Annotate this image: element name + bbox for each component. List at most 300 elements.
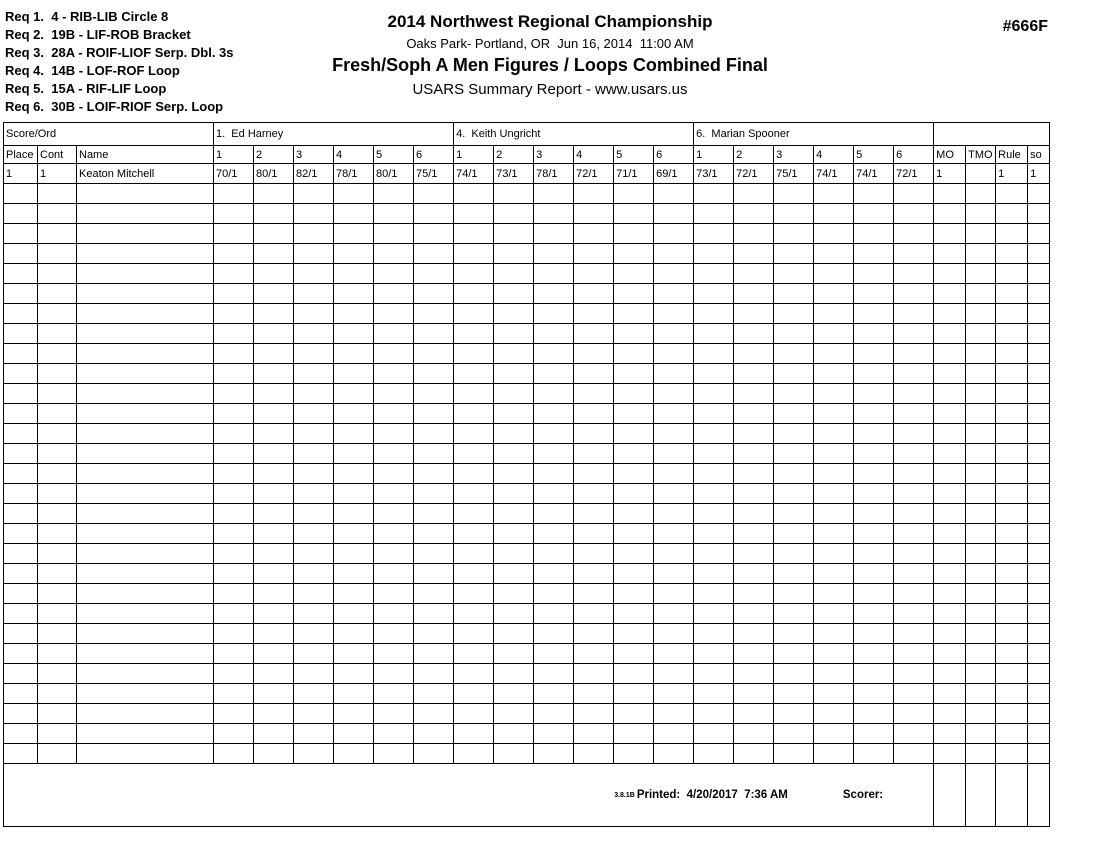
empty-score-cell bbox=[694, 684, 734, 704]
empty-score-cell bbox=[734, 524, 774, 544]
empty-score-cell bbox=[414, 724, 454, 744]
empty-mo-cell bbox=[934, 624, 966, 644]
empty-score-cell bbox=[374, 704, 414, 724]
empty-score-cell bbox=[854, 724, 894, 744]
empty-score-cell bbox=[774, 204, 814, 224]
empty-score-cell bbox=[654, 264, 694, 284]
empty-score-cell bbox=[534, 624, 574, 644]
empty-cell bbox=[38, 484, 77, 504]
empty-score-cell bbox=[694, 204, 734, 224]
empty-score-cell bbox=[894, 224, 934, 244]
empty-score-cell bbox=[454, 464, 494, 484]
col-header-score: 4 bbox=[814, 146, 854, 164]
empty-score-cell bbox=[374, 624, 414, 644]
col-header-tmo: TMO bbox=[966, 146, 996, 164]
empty-cell bbox=[966, 624, 996, 644]
empty-score-cell bbox=[614, 424, 654, 444]
empty-cell bbox=[38, 444, 77, 464]
empty-score-cell bbox=[254, 664, 294, 684]
empty-score-cell bbox=[414, 664, 454, 684]
empty-score-cell bbox=[374, 344, 414, 364]
empty-score-cell bbox=[774, 344, 814, 364]
empty-score-cell bbox=[414, 444, 454, 464]
empty-score-cell bbox=[294, 344, 334, 364]
col-header-score: 2 bbox=[254, 146, 294, 164]
empty-score-cell bbox=[814, 184, 854, 204]
empty-score-cell bbox=[734, 304, 774, 324]
empty-cell bbox=[1028, 544, 1050, 564]
empty-cell bbox=[966, 664, 996, 684]
empty-score-cell bbox=[574, 484, 614, 504]
empty-score-cell bbox=[414, 604, 454, 624]
empty-score-cell bbox=[814, 264, 854, 284]
empty-score-cell bbox=[214, 724, 254, 744]
judge-header-row bbox=[4, 123, 1050, 146]
empty-score-cell bbox=[334, 724, 374, 744]
empty-score-cell bbox=[334, 644, 374, 664]
empty-score-cell bbox=[854, 444, 894, 464]
empty-score-cell bbox=[654, 404, 694, 424]
empty-score-cell bbox=[814, 304, 854, 324]
empty-score-cell bbox=[374, 304, 414, 324]
empty-score-cell bbox=[774, 464, 814, 484]
empty-score-cell bbox=[334, 184, 374, 204]
empty-cell bbox=[996, 504, 1028, 524]
empty-score-cell bbox=[814, 744, 854, 764]
empty-score-cell bbox=[894, 584, 934, 604]
empty-cell bbox=[38, 524, 77, 544]
empty-mo-cell bbox=[934, 744, 966, 764]
empty-score-cell bbox=[254, 684, 294, 704]
empty-score-cell bbox=[374, 464, 414, 484]
empty-row bbox=[4, 344, 1050, 364]
empty-score-cell bbox=[254, 644, 294, 664]
empty-score-cell bbox=[374, 684, 414, 704]
empty-mo-cell bbox=[934, 404, 966, 424]
empty-mo-cell bbox=[934, 604, 966, 624]
print-footer-cell bbox=[4, 764, 934, 827]
score-cell: 78/1 bbox=[534, 164, 574, 184]
empty-mo-cell bbox=[934, 584, 966, 604]
empty-cell bbox=[38, 704, 77, 724]
empty-cell bbox=[77, 204, 214, 224]
empty-score-cell bbox=[654, 344, 694, 364]
empty-score-cell bbox=[214, 224, 254, 244]
empty-score-cell bbox=[694, 664, 734, 684]
empty-score-cell bbox=[654, 424, 694, 444]
empty-score-cell bbox=[574, 284, 614, 304]
empty-score-cell bbox=[414, 344, 454, 364]
empty-score-cell bbox=[774, 664, 814, 684]
empty-score-cell bbox=[774, 604, 814, 624]
empty-score-cell bbox=[614, 704, 654, 724]
empty-score-cell bbox=[334, 604, 374, 624]
empty-score-cell bbox=[334, 544, 374, 564]
empty-score-cell bbox=[494, 364, 534, 384]
col-header-score: 5 bbox=[854, 146, 894, 164]
empty-score-cell bbox=[854, 364, 894, 384]
empty-row bbox=[4, 624, 1050, 644]
empty-row bbox=[4, 704, 1050, 724]
empty-score-cell bbox=[494, 344, 534, 364]
empty-score-cell bbox=[814, 564, 854, 584]
empty-score-cell bbox=[494, 384, 534, 404]
empty-score-cell bbox=[654, 664, 694, 684]
empty-score-cell bbox=[254, 744, 294, 764]
empty-score-cell bbox=[574, 244, 614, 264]
empty-score-cell bbox=[894, 444, 934, 464]
empty-score-cell bbox=[854, 224, 894, 244]
empty-score-cell bbox=[774, 744, 814, 764]
empty-score-cell bbox=[854, 564, 894, 584]
empty-score-cell bbox=[774, 684, 814, 704]
col-header-rule: Rule bbox=[996, 146, 1028, 164]
empty-cell bbox=[4, 484, 38, 504]
requirement-item: Req 3. 28A - ROIF-LIOF Serp. Dbl. 3s bbox=[5, 45, 234, 60]
empty-score-cell bbox=[734, 264, 774, 284]
empty-score-cell bbox=[654, 484, 694, 504]
empty-score-cell bbox=[334, 204, 374, 224]
empty-mo-cell bbox=[934, 524, 966, 544]
empty-score-cell bbox=[414, 264, 454, 284]
empty-score-cell bbox=[854, 504, 894, 524]
empty-score-cell bbox=[494, 304, 534, 324]
score-cell: 80/1 bbox=[254, 164, 294, 184]
empty-cell bbox=[1028, 484, 1050, 504]
empty-cell bbox=[1028, 204, 1050, 224]
empty-score-cell bbox=[334, 504, 374, 524]
empty-score-cell bbox=[574, 424, 614, 444]
empty-score-cell bbox=[454, 604, 494, 624]
empty-score-cell bbox=[654, 444, 694, 464]
empty-score-cell bbox=[454, 564, 494, 584]
empty-score-cell bbox=[374, 264, 414, 284]
footer-tmo-cell bbox=[966, 764, 996, 827]
empty-cell bbox=[77, 604, 214, 624]
empty-score-cell bbox=[574, 444, 614, 464]
empty-score-cell bbox=[574, 744, 614, 764]
empty-score-cell bbox=[814, 504, 854, 524]
empty-score-cell bbox=[294, 364, 334, 384]
empty-score-cell bbox=[654, 324, 694, 344]
empty-score-cell bbox=[654, 304, 694, 324]
mo-cell: 1 bbox=[934, 164, 966, 184]
empty-score-cell bbox=[454, 244, 494, 264]
empty-score-cell bbox=[494, 324, 534, 344]
empty-score-cell bbox=[414, 564, 454, 584]
empty-score-cell bbox=[774, 384, 814, 404]
print-footer bbox=[6, 788, 931, 802]
empty-cell bbox=[38, 744, 77, 764]
footer-so-cell bbox=[1028, 764, 1050, 827]
empty-score-cell bbox=[534, 404, 574, 424]
empty-score-cell bbox=[334, 664, 374, 684]
col-header-score: 4 bbox=[574, 146, 614, 164]
empty-score-cell bbox=[414, 524, 454, 544]
empty-score-cell bbox=[894, 384, 934, 404]
empty-cell bbox=[4, 344, 38, 364]
empty-score-cell bbox=[614, 464, 654, 484]
empty-cell bbox=[77, 344, 214, 364]
empty-score-cell bbox=[814, 424, 854, 444]
empty-cell bbox=[996, 664, 1028, 684]
empty-score-cell bbox=[814, 284, 854, 304]
empty-score-cell bbox=[734, 624, 774, 644]
empty-score-cell bbox=[774, 704, 814, 724]
empty-score-cell bbox=[374, 604, 414, 624]
empty-score-cell bbox=[534, 244, 574, 264]
empty-mo-cell bbox=[934, 384, 966, 404]
empty-cell bbox=[996, 364, 1028, 384]
empty-cell bbox=[77, 484, 214, 504]
empty-cell bbox=[77, 444, 214, 464]
empty-cell bbox=[1028, 604, 1050, 624]
empty-score-cell bbox=[454, 744, 494, 764]
empty-score-cell bbox=[854, 584, 894, 604]
empty-cell bbox=[4, 584, 38, 604]
empty-score-cell bbox=[334, 744, 374, 764]
empty-score-cell bbox=[734, 364, 774, 384]
empty-cell bbox=[996, 404, 1028, 424]
empty-cell bbox=[38, 224, 77, 244]
empty-score-cell bbox=[694, 724, 734, 744]
empty-cell bbox=[4, 384, 38, 404]
empty-score-cell bbox=[534, 324, 574, 344]
empty-score-cell bbox=[734, 684, 774, 704]
empty-cell bbox=[1028, 324, 1050, 344]
empty-mo-cell bbox=[934, 184, 966, 204]
col-header-mo: MO bbox=[934, 146, 966, 164]
col-header-score: 5 bbox=[614, 146, 654, 164]
empty-score-cell bbox=[734, 644, 774, 664]
empty-score-cell bbox=[294, 384, 334, 404]
empty-cell bbox=[4, 604, 38, 624]
empty-score-cell bbox=[494, 424, 534, 444]
empty-score-cell bbox=[454, 344, 494, 364]
empty-score-cell bbox=[854, 484, 894, 504]
empty-cell bbox=[77, 524, 214, 544]
empty-score-cell bbox=[374, 744, 414, 764]
empty-score-cell bbox=[774, 224, 814, 244]
empty-score-cell bbox=[574, 664, 614, 684]
competitor-row bbox=[4, 164, 1050, 184]
score-cell: 71/1 bbox=[614, 164, 654, 184]
empty-score-cell bbox=[814, 664, 854, 684]
empty-score-cell bbox=[654, 704, 694, 724]
empty-score-cell bbox=[894, 184, 934, 204]
score-cell: 73/1 bbox=[694, 164, 734, 184]
empty-score-cell bbox=[814, 684, 854, 704]
empty-score-cell bbox=[854, 464, 894, 484]
empty-cell bbox=[966, 504, 996, 524]
empty-score-cell bbox=[454, 284, 494, 304]
empty-cell bbox=[996, 464, 1028, 484]
empty-cell bbox=[4, 624, 38, 644]
empty-score-cell bbox=[654, 544, 694, 564]
empty-score-cell bbox=[734, 704, 774, 724]
empty-cell bbox=[38, 624, 77, 644]
empty-cell bbox=[966, 404, 996, 424]
empty-score-cell bbox=[574, 264, 614, 284]
empty-cell bbox=[77, 724, 214, 744]
empty-score-cell bbox=[254, 484, 294, 504]
empty-score-cell bbox=[614, 544, 654, 564]
col-header-name: Name bbox=[77, 146, 214, 164]
empty-score-cell bbox=[334, 344, 374, 364]
empty-cell bbox=[1028, 264, 1050, 284]
empty-score-cell bbox=[294, 204, 334, 224]
empty-score-cell bbox=[294, 224, 334, 244]
empty-score-cell bbox=[894, 284, 934, 304]
empty-score-cell bbox=[774, 324, 814, 344]
empty-score-cell bbox=[534, 604, 574, 624]
empty-score-cell bbox=[894, 344, 934, 364]
empty-score-cell bbox=[654, 504, 694, 524]
empty-score-cell bbox=[494, 264, 534, 284]
empty-score-cell bbox=[854, 404, 894, 424]
empty-score-cell bbox=[774, 644, 814, 664]
empty-score-cell bbox=[414, 284, 454, 304]
event-title: Fresh/Soph A Men Figures / Loops Combined Final bbox=[332, 55, 768, 75]
empty-score-cell bbox=[214, 584, 254, 604]
requirement-item: Req 5. 15A - RIF-LIF Loop bbox=[5, 81, 167, 96]
empty-score-cell bbox=[734, 184, 774, 204]
empty-cell bbox=[4, 564, 38, 584]
empty-mo-cell bbox=[934, 224, 966, 244]
name-cell: Keaton Mitchell bbox=[77, 164, 214, 184]
empty-cell bbox=[996, 484, 1028, 504]
empty-mo-cell bbox=[934, 464, 966, 484]
col-header-score: 1 bbox=[454, 146, 494, 164]
empty-score-cell bbox=[534, 304, 574, 324]
empty-cell bbox=[966, 384, 996, 404]
empty-cell bbox=[996, 384, 1028, 404]
empty-score-cell bbox=[734, 324, 774, 344]
empty-score-cell bbox=[254, 364, 294, 384]
empty-cell bbox=[38, 464, 77, 484]
empty-score-cell bbox=[254, 424, 294, 444]
empty-score-cell bbox=[534, 564, 574, 584]
empty-mo-cell bbox=[934, 644, 966, 664]
empty-mo-cell bbox=[934, 564, 966, 584]
empty-cell bbox=[966, 244, 996, 264]
score-cell: 69/1 bbox=[654, 164, 694, 184]
empty-score-cell bbox=[454, 484, 494, 504]
empty-score-cell bbox=[214, 244, 254, 264]
empty-score-cell bbox=[654, 724, 694, 744]
empty-score-cell bbox=[654, 624, 694, 644]
empty-score-cell bbox=[494, 724, 534, 744]
empty-score-cell bbox=[414, 484, 454, 504]
empty-row bbox=[4, 324, 1050, 344]
empty-score-cell bbox=[254, 444, 294, 464]
empty-score-cell bbox=[374, 204, 414, 224]
empty-mo-cell bbox=[934, 664, 966, 684]
empty-score-cell bbox=[294, 404, 334, 424]
empty-score-cell bbox=[814, 344, 854, 364]
empty-score-cell bbox=[694, 524, 734, 544]
empty-score-cell bbox=[574, 604, 614, 624]
empty-cell bbox=[966, 424, 996, 444]
empty-score-cell bbox=[214, 404, 254, 424]
empty-mo-cell bbox=[934, 244, 966, 264]
empty-cell bbox=[1028, 304, 1050, 324]
empty-score-cell bbox=[214, 744, 254, 764]
empty-cell bbox=[996, 304, 1028, 324]
empty-score-cell bbox=[454, 184, 494, 204]
empty-score-cell bbox=[534, 504, 574, 524]
col-header-score: 4 bbox=[334, 146, 374, 164]
empty-score-cell bbox=[374, 364, 414, 384]
software-version: 3.8.1B bbox=[614, 792, 635, 799]
empty-cell bbox=[4, 464, 38, 484]
empty-score-cell bbox=[774, 244, 814, 264]
judge-header-1: 1. Ed Harney bbox=[214, 123, 454, 146]
empty-score-cell bbox=[694, 584, 734, 604]
empty-score-cell bbox=[774, 364, 814, 384]
empty-score-cell bbox=[294, 284, 334, 304]
empty-score-cell bbox=[254, 524, 294, 544]
empty-score-cell bbox=[894, 424, 934, 444]
empty-score-cell bbox=[814, 544, 854, 564]
empty-score-cell bbox=[294, 524, 334, 544]
empty-score-cell bbox=[214, 264, 254, 284]
empty-mo-cell bbox=[934, 304, 966, 324]
empty-score-cell bbox=[254, 584, 294, 604]
empty-score-cell bbox=[814, 484, 854, 504]
empty-cell bbox=[996, 564, 1028, 584]
empty-score-cell bbox=[894, 504, 934, 524]
empty-score-cell bbox=[774, 424, 814, 444]
empty-score-cell bbox=[894, 644, 934, 664]
empty-score-cell bbox=[414, 364, 454, 384]
empty-cell bbox=[4, 524, 38, 544]
empty-score-cell bbox=[574, 564, 614, 584]
empty-score-cell bbox=[414, 684, 454, 704]
empty-cell bbox=[996, 624, 1028, 644]
empty-score-cell bbox=[494, 584, 534, 604]
empty-row bbox=[4, 444, 1050, 464]
empty-score-cell bbox=[534, 344, 574, 364]
empty-cell bbox=[1028, 284, 1050, 304]
empty-score-cell bbox=[534, 184, 574, 204]
score-cell: 72/1 bbox=[574, 164, 614, 184]
empty-score-cell bbox=[294, 304, 334, 324]
empty-score-cell bbox=[734, 564, 774, 584]
empty-cell bbox=[966, 724, 996, 744]
empty-score-cell bbox=[454, 324, 494, 344]
empty-cell bbox=[966, 744, 996, 764]
empty-score-cell bbox=[214, 464, 254, 484]
column-header-row bbox=[4, 146, 1050, 164]
empty-score-cell bbox=[494, 504, 534, 524]
empty-cell bbox=[1028, 724, 1050, 744]
empty-score-cell bbox=[294, 664, 334, 684]
empty-score-cell bbox=[774, 304, 814, 324]
empty-score-cell bbox=[334, 304, 374, 324]
empty-score-cell bbox=[294, 744, 334, 764]
empty-cell bbox=[1028, 184, 1050, 204]
empty-mo-cell bbox=[934, 444, 966, 464]
empty-cell bbox=[1028, 344, 1050, 364]
empty-score-cell bbox=[534, 724, 574, 744]
empty-cell bbox=[77, 264, 214, 284]
empty-cell bbox=[77, 624, 214, 644]
empty-score-cell bbox=[374, 324, 414, 344]
empty-score-cell bbox=[534, 664, 574, 684]
empty-score-cell bbox=[574, 544, 614, 564]
empty-cell bbox=[77, 324, 214, 344]
